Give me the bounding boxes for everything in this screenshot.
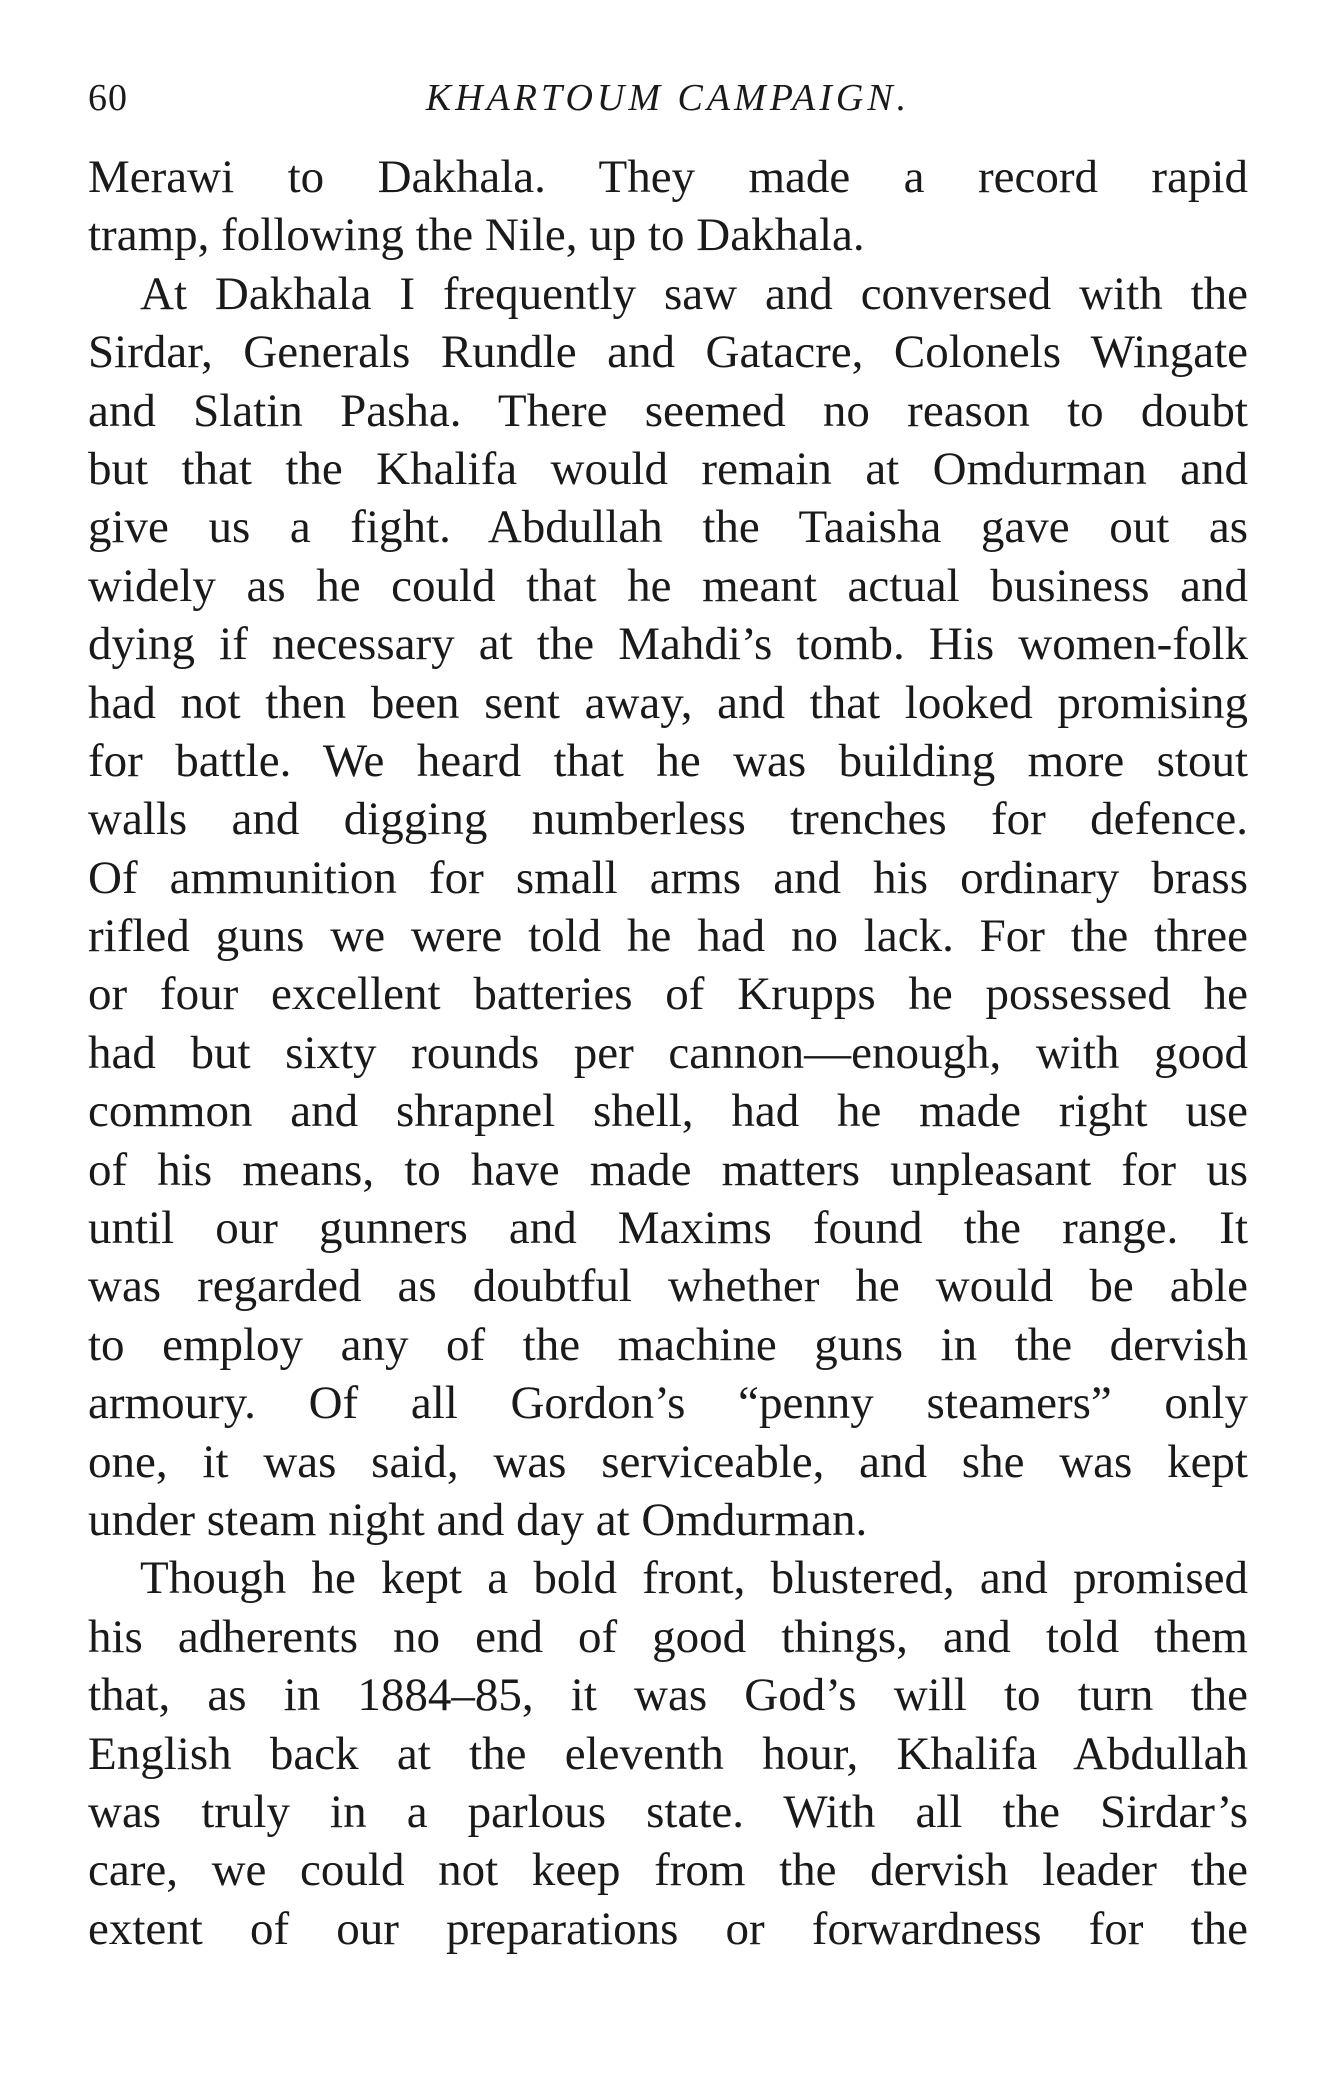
text-line: until our gunners and Maxims found the range. It: [88, 1202, 1248, 1255]
text-line: had not then been sent away, and that looked promising: [88, 676, 1248, 729]
text-line: care, we could not keep from the dervish leader the: [88, 1844, 1248, 1897]
text-line: one, it was said, was serviceable, and she was kept: [88, 1435, 1248, 1488]
text-line: English back at the eleventh hour, Khalifa Abdullah: [88, 1727, 1248, 1780]
running-title: KHARTOUM CAMPAIGN.: [425, 77, 911, 119]
text-line: to employ any of the machine guns in the dervish: [88, 1318, 1248, 1371]
text-line: for battle. We heard that he was building more stout: [88, 734, 1248, 787]
text-line: or four excellent batteries of Krupps he possessed he: [88, 968, 1248, 1021]
text-line: had but sixty rounds per cannon—enough, with good: [88, 1026, 1248, 1079]
text-line: walls and digging numberless trenches for defence.: [88, 793, 1248, 846]
text-line: tramp, following the Nile, up to Dakhala.: [88, 209, 865, 262]
text-line: was truly in a parlous state. With all the Sirdar’s: [88, 1785, 1248, 1838]
text-line: under steam night and day at Omdurman.: [88, 1493, 868, 1546]
text-line: common and shrapnel shell, had he made right use: [88, 1085, 1248, 1138]
text-line: extent of our preparations or forwardness for the: [88, 1902, 1248, 1955]
text-line: Though he kept a bold front, blustered, and promised: [140, 1552, 1248, 1605]
text-line: armoury. Of all Gordon’s “penny steamers” only: [88, 1377, 1248, 1430]
book-page: [88, 70, 1248, 1958]
text-line: rifled guns we were told he had no lack. For the three: [88, 910, 1248, 963]
text-line: but that the Khalifa would remain at Omdurman and: [88, 442, 1248, 495]
text-line: widely as he could that he meant actual business and: [88, 559, 1248, 612]
body-text: [88, 148, 1248, 1958]
page-number: 60: [88, 77, 128, 119]
text-line: his adherents no end of good things, and told them: [88, 1610, 1248, 1663]
text-line: of his means, to have made matters unpleasant for us: [88, 1143, 1248, 1196]
text-line: that, as in 1884–85, it was God’s will to turn the: [88, 1669, 1248, 1722]
page-header: [88, 70, 1248, 130]
text-line: dying if necessary at the Mahdi’s tomb. His women-folk: [88, 618, 1248, 671]
text-line: and Slatin Pasha. There seemed no reason to doubt: [88, 384, 1248, 437]
text-line: At Dakhala I frequently saw and conversed with the: [140, 267, 1248, 320]
text-line: was regarded as doubtful whether he would be able: [88, 1260, 1248, 1313]
text-line: Sirdar, Generals Rundle and Gatacre, Colonels Wingate: [88, 326, 1248, 379]
text-line: Of ammunition for small arms and his ordinary brass: [88, 851, 1248, 904]
text-line: give us a fight. Abdullah the Taaisha gave out as: [88, 501, 1248, 554]
text-line: Merawi to Dakhala. They made a record rapid: [88, 151, 1248, 203]
